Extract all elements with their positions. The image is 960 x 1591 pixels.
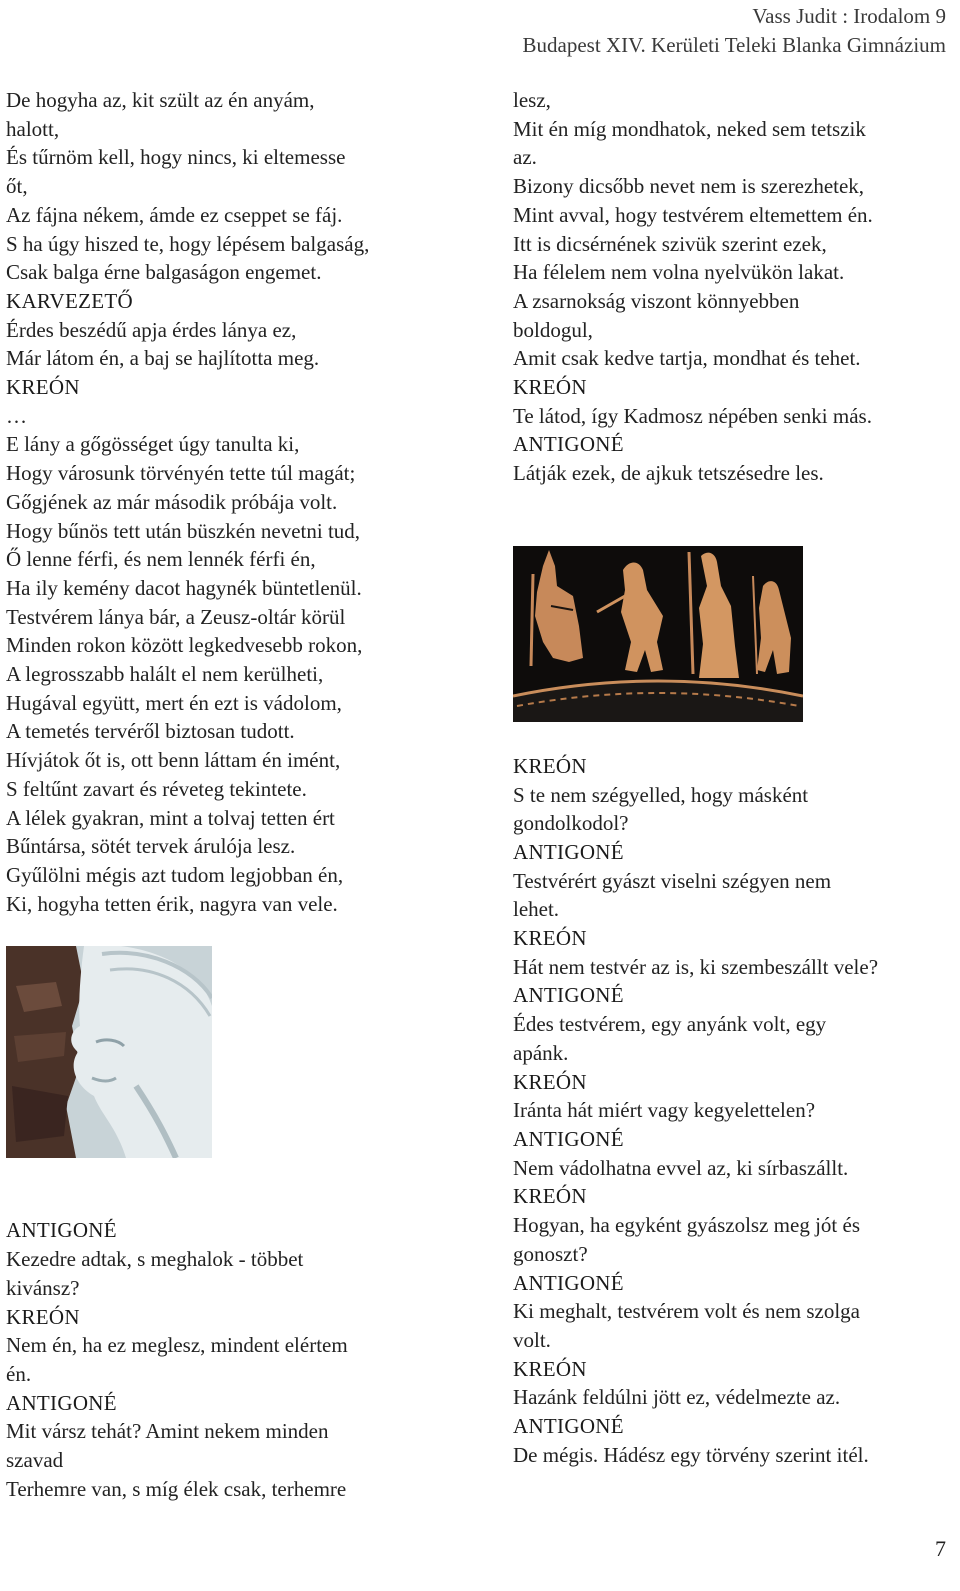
text-line: Iránta hát miért vagy kegyelettelen? <box>513 1098 816 1123</box>
text-line: E lány a gőgösséget úgy tanulta ki, <box>6 432 300 457</box>
text-line: Hogy bűnös tett után büszkén nevetni tud, <box>6 518 361 543</box>
text-line: Érdes beszédű apja érdes lánya ez, <box>6 317 297 342</box>
speaker-label: ANTIGONÉ <box>513 1270 624 1295</box>
text-line: Ki, hogyha tetten érik, nagyra van vele. <box>6 891 338 916</box>
speaker-label: KREÓN <box>513 1069 587 1094</box>
text-line: lehet. <box>513 897 560 922</box>
text-line: Látják ezek, de ajkuk tetszésedre les. <box>513 461 824 486</box>
speaker-label: KARVEZETŐ <box>6 288 133 313</box>
header-author-course: Vass Judit : Irodalom 9 <box>752 4 946 28</box>
text-line: Kezedre adtak, s meghalok - többet <box>6 1247 304 1272</box>
sculpture-heads-image <box>6 946 212 1158</box>
speaker-label: ANTIGONÉ <box>513 432 624 457</box>
text-line: Ki meghalt, testvérem volt és nem szolga <box>513 1299 860 1324</box>
text-line: Hát nem testvér az is, ki szembeszállt vele? <box>513 954 879 979</box>
speaker-label: KREÓN <box>6 1304 80 1329</box>
text-line: Terhemre van, s míg élek csak, terhemre <box>6 1476 347 1501</box>
left-column <box>6 86 424 1503</box>
text-line: Hogy városunk törvényén tette túl magát; <box>6 461 356 486</box>
text-line: Mit vársz tehát? Amint nekem minden <box>6 1419 329 1444</box>
text-line: Testvérem lánya bár, a Zeusz-oltár körül <box>6 604 346 629</box>
left-text-block-1 <box>6 86 424 918</box>
text-line: Ő lenne férfi, és nem lennék férfi én, <box>6 547 316 572</box>
speaker-label: ANTIGONÉ <box>513 839 624 864</box>
speaker-label: KREÓN <box>513 753 587 778</box>
text-line: őt, <box>6 174 28 199</box>
header-school: Budapest XIV. Kerületi Teleki Blanka Gimnázium <box>522 33 946 57</box>
text-line: Te látod, így Kadmosz népében senki más. <box>513 403 872 428</box>
text-line: halott, <box>6 116 60 141</box>
speaker-label: KREÓN <box>6 375 80 400</box>
speaker-label: KREÓN <box>513 1184 587 1209</box>
text-line: Gyűlölni mégis azt tudom legjobban én, <box>6 862 344 887</box>
text-line: szavad <box>6 1448 64 1473</box>
text-line: És tűrnöm kell, hogy nincs, ki eltemesse <box>6 145 346 170</box>
text-line: Bizony dicsőbb nevet nem is szerezhetek, <box>513 174 865 199</box>
speaker-label: ANTIGONÉ <box>6 1390 117 1415</box>
right-text-block-1 <box>513 86 953 488</box>
text-line: kivánsz? <box>6 1275 80 1300</box>
text-line: … <box>6 403 27 428</box>
text-line: A temetés tervéről biztosan tudott. <box>6 719 295 744</box>
speaker-label: ANTIGONÉ <box>513 983 624 1008</box>
text-line: Minden rokon között legkedvesebb rokon, <box>6 633 363 658</box>
text-line: lesz, <box>513 88 551 112</box>
vase-painting-illustration <box>513 546 803 722</box>
text-line: A legrosszabb halált el nem kerülheti, <box>6 662 324 687</box>
greek-vase-image <box>513 546 803 722</box>
text-line: én. <box>6 1361 32 1386</box>
text-line: Bűntársa, sötét tervek árulója lesz. <box>6 834 296 859</box>
speaker-label: ANTIGONÉ <box>513 1126 624 1151</box>
text-line: Itt is dicsérnének szivük szerint ezek, <box>513 231 827 256</box>
text-line: S te nem szégyelled, hogy másként <box>513 782 809 807</box>
text-line: az. <box>513 145 537 170</box>
page-header <box>523 2 947 60</box>
speaker-label: KREÓN <box>513 926 587 951</box>
text-line: Már látom én, a baj se hajlította meg. <box>6 346 320 371</box>
text-line: Testvérért gyászt viselni szégyen nem <box>513 868 832 893</box>
text-line: Hazánk feldúlni jött ez, védelmezte az. <box>513 1385 841 1410</box>
text-line: Édes testvérem, egy anyánk volt, egy <box>513 1012 827 1037</box>
text-line: De hogyha az, kit szült az én anyám, <box>6 88 315 112</box>
text-line: A zsarnokság viszont könnyebben <box>513 288 800 313</box>
text-line: Hugával együtt, mert én ezt is vádolom, <box>6 690 342 715</box>
text-line: Nem én, ha ez meglesz, mindent elértem <box>6 1333 348 1358</box>
text-line: boldogul, <box>513 317 593 342</box>
speaker-label: KREÓN <box>513 375 587 400</box>
speaker-label: ANTIGONÉ <box>513 1414 624 1439</box>
right-text-block-2 <box>513 752 953 1470</box>
text-line: Hogyan, ha egyként gyászolsz meg jót és <box>513 1213 860 1238</box>
text-line: Csak balga érne balgaságon engemet. <box>6 260 322 285</box>
text-line: Mit én míg mondhatok, neked sem tetszik <box>513 116 866 141</box>
text-line: gonoszt? <box>513 1241 588 1266</box>
sculpture-heads-illustration <box>6 946 212 1158</box>
text-line: Gőgjének az már második próbája volt. <box>6 489 338 514</box>
text-line: volt. <box>513 1327 551 1352</box>
text-line: De mégis. Hádész egy törvény szerint itél. <box>513 1442 869 1467</box>
right-column <box>513 86 953 1469</box>
text-line: gondolkodol? <box>513 811 629 836</box>
text-line: Ha félelem nem volna nyelvükön lakat. <box>513 260 845 285</box>
text-line: A lélek gyakran, mint a tolvaj tetten ért <box>6 805 335 830</box>
text-line: Amit csak kedve tartja, mondhat és tehet. <box>513 346 861 371</box>
text-line: Mint avval, hogy testvérem eltemettem én. <box>513 202 873 227</box>
speaker-label: ANTIGONÉ <box>6 1218 117 1243</box>
text-line: Az fájna nékem, ámde ez cseppet se fáj. <box>6 202 343 227</box>
speaker-label: KREÓN <box>513 1356 587 1381</box>
text-line: S feltűnt zavart és réveteg tekintete. <box>6 776 307 801</box>
page-number: 7 <box>935 1536 946 1561</box>
left-text-block-2 <box>6 1216 424 1503</box>
text-line: Hívjátok őt is, ott benn láttam én imént, <box>6 748 341 773</box>
text-line: Nem vádolhatna evvel az, ki sírbaszállt. <box>513 1155 849 1180</box>
text-line: apánk. <box>513 1040 569 1065</box>
text-line: S ha úgy hiszed te, hogy lépésem balgaság, <box>6 231 370 256</box>
text-line: Ha ily kemény dacot hagynék büntetlenül. <box>6 575 362 600</box>
